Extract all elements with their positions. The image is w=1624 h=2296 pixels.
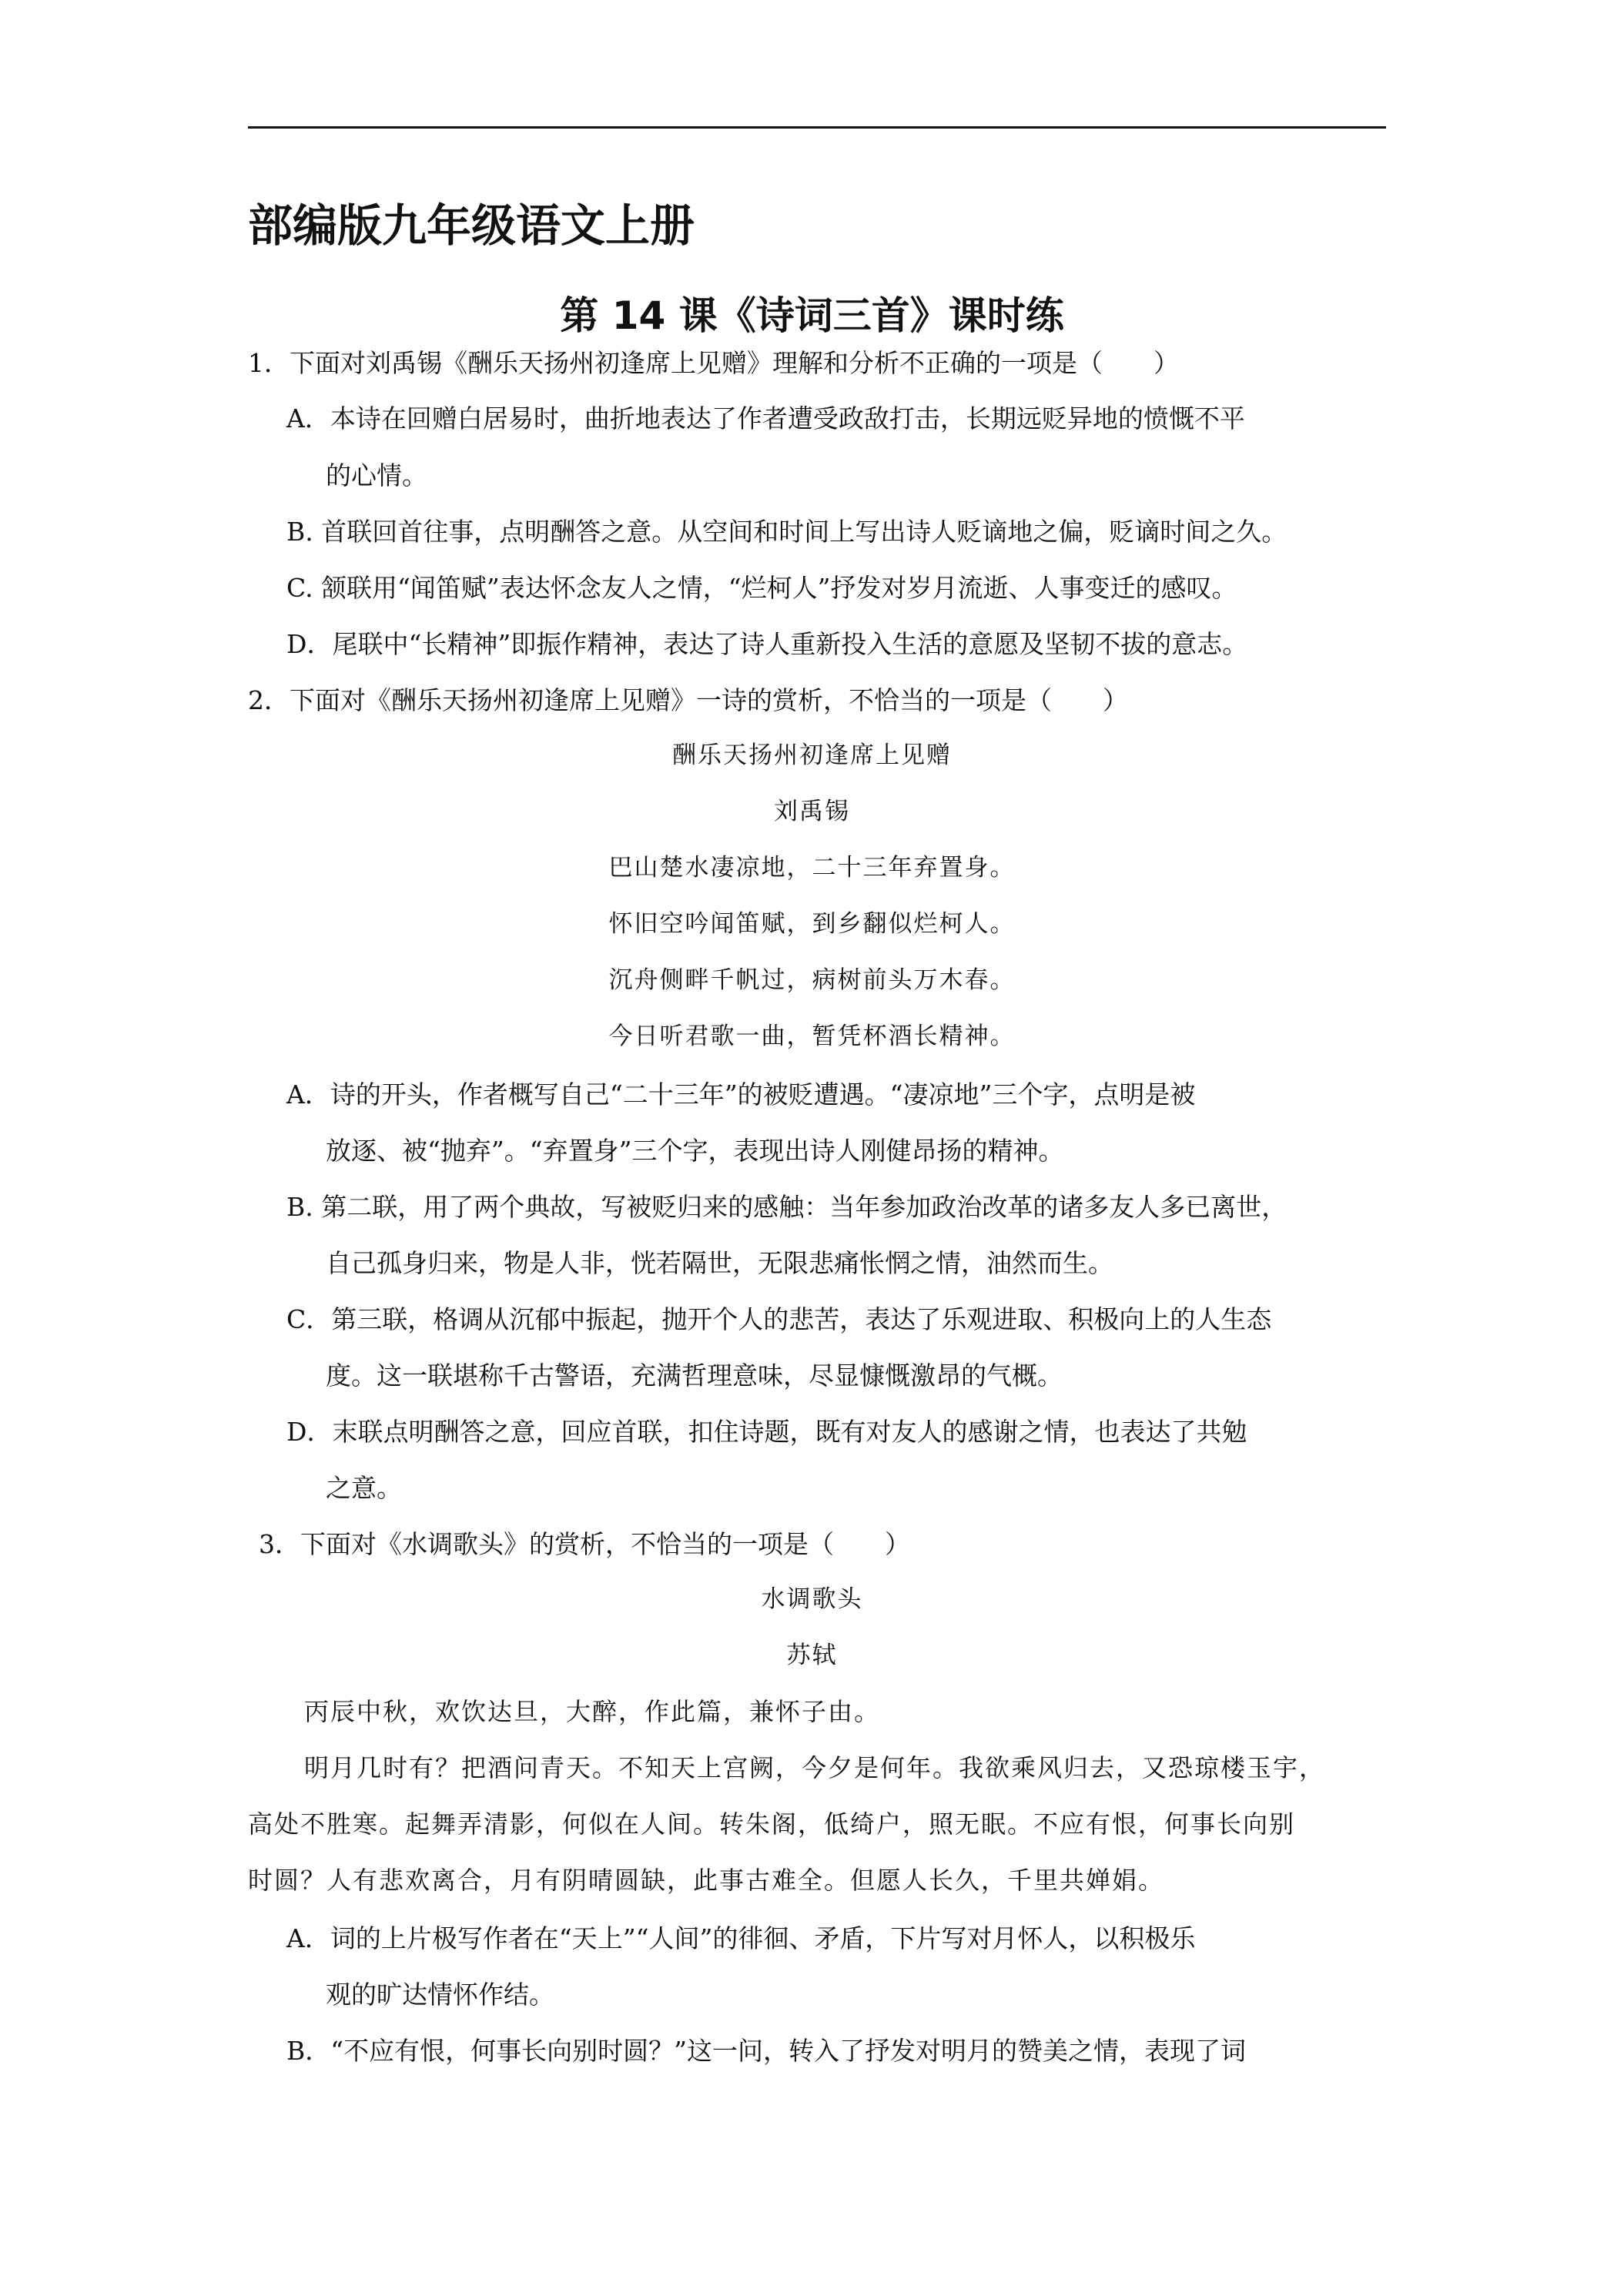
question-2-stem: 2．下面对《酬乐天扬州初逢席上见赠》一诗的赏析，不恰当的一项是（ ） [248,685,1128,715]
question-2-poem-line: 今日听君歌一曲，暂凭杯酒长精神。 [608,1022,1016,1050]
question-1-option-a: A．本诗在回赠白居易时，曲折地表达了作者遭受政敌打击，长期远贬异地的愤慨不平 [286,403,1245,433]
question-3-stem: 3．下面对《水调歌头》的赏析，不恰当的一项是（ ） [259,1529,910,1559]
question-3-verse-line: 明月几时有？把酒问青天。不知天上宫阙，今夕是何年。我欲乘风归去，又恐琼楼玉宇， [304,1753,1326,1782]
question-1-option-b: B. 首联回首往事，点明酬答之意。从空间和时间上写出诗人贬谪地之偏，贬谪时间之久。 [286,517,1287,547]
lesson-title: 第 14 课《诗词三首》课时练 [560,293,1064,338]
question-3-poem-author: 苏轼 [786,1642,838,1669]
question-2-poem-line: 沉舟侧畔千帆过，病树前头万木春。 [608,966,1016,994]
question-2-option-c-cont: 度。这一联堪称千古警语，充满哲理意味，尽显慷慨激昂的气概。 [326,1361,1063,1391]
document-title: 部编版九年级语文上册 [248,199,695,252]
question-3-preface: 丙辰中秋，欢饮达旦，大醉，作此篇，兼怀子由。 [304,1697,881,1726]
header-rule [248,126,1386,129]
question-3-verse-line: 高处不胜寒。起舞弄清影，何似在人间。转朱阁，低绮户，照无眠。不应有恨，何事长向别 [248,1809,1296,1839]
question-2-option-a: A．诗的开头，作者概写自己“二十三年”的被贬遭遇。“凄凉地”三个字，点明是被 [286,1079,1196,1110]
question-2-poem-author: 刘禹锡 [774,798,850,825]
question-2-poem-line: 巴山楚水凄凉地，二十三年弃置身。 [608,854,1016,882]
question-2-option-b: B. 第二联，用了两个典故，写被贬归来的感触：当年参加政治改革的诸多友人多已离世， [286,1192,1287,1222]
question-2-poem-title: 酬乐天扬州初逢席上见赠 [672,741,952,769]
question-3-verse-line: 时圆？人有悲欢离合，月有阴晴圆缺，此事古难全。但愿人长久，千里共婵娟。 [248,1866,1165,1895]
question-2-option-d: D．末联点明酬答之意，回应首联，扣住诗题，既有对友人的感谢之情，也表达了共勉 [286,1417,1247,1447]
question-3-poem-title: 水调歌头 [761,1585,863,1613]
question-2-option-d-cont: 之意。 [326,1473,402,1503]
question-3-option-b: B．“不应有恨，何事长向别时圆？”这一问，转入了抒发对明月的赞美之情，表现了词 [286,2036,1246,2066]
question-2-poem-line: 怀旧空吟闻笛赋，到乡翻似烂柯人。 [608,910,1016,938]
question-1-option-a-cont: 的心情。 [326,460,427,490]
question-1-stem: 1．下面对刘禹锡《酬乐天扬州初逢席上见赠》理解和分析不正确的一项是（ ） [248,348,1179,378]
question-2-option-b-cont: 自己孤身归来，物是人非，恍若隔世，无限悲痛怅惘之情，油然而生。 [326,1248,1113,1278]
question-3-option-a-cont: 观的旷达情怀作结。 [326,1980,554,2010]
question-3-option-a: A．词的上片极写作者在“天上”“人间”的徘徊、矛盾，下片写对月怀人，以积极乐 [286,1923,1196,1953]
question-2-option-c: C．第三联，格调从沉郁中振起，抛开个人的悲苦，表达了乐观进取、积极向上的人生态 [286,1304,1272,1334]
question-1-option-d: D．尾联中“长精神”即振作精神，表达了诗人重新投入生活的意愿及坚韧不拔的意志。 [286,629,1248,659]
question-1-option-c: C. 颔联用“闻笛赋”表达怀念友人之情，“烂柯人”抒发对岁月流逝、人事变迁的感叹。 [286,573,1237,603]
question-2-option-a-cont: 放逐、被“抛弃”。“弃置身”三个字，表现出诗人刚健昂扬的精神。 [326,1136,1064,1166]
